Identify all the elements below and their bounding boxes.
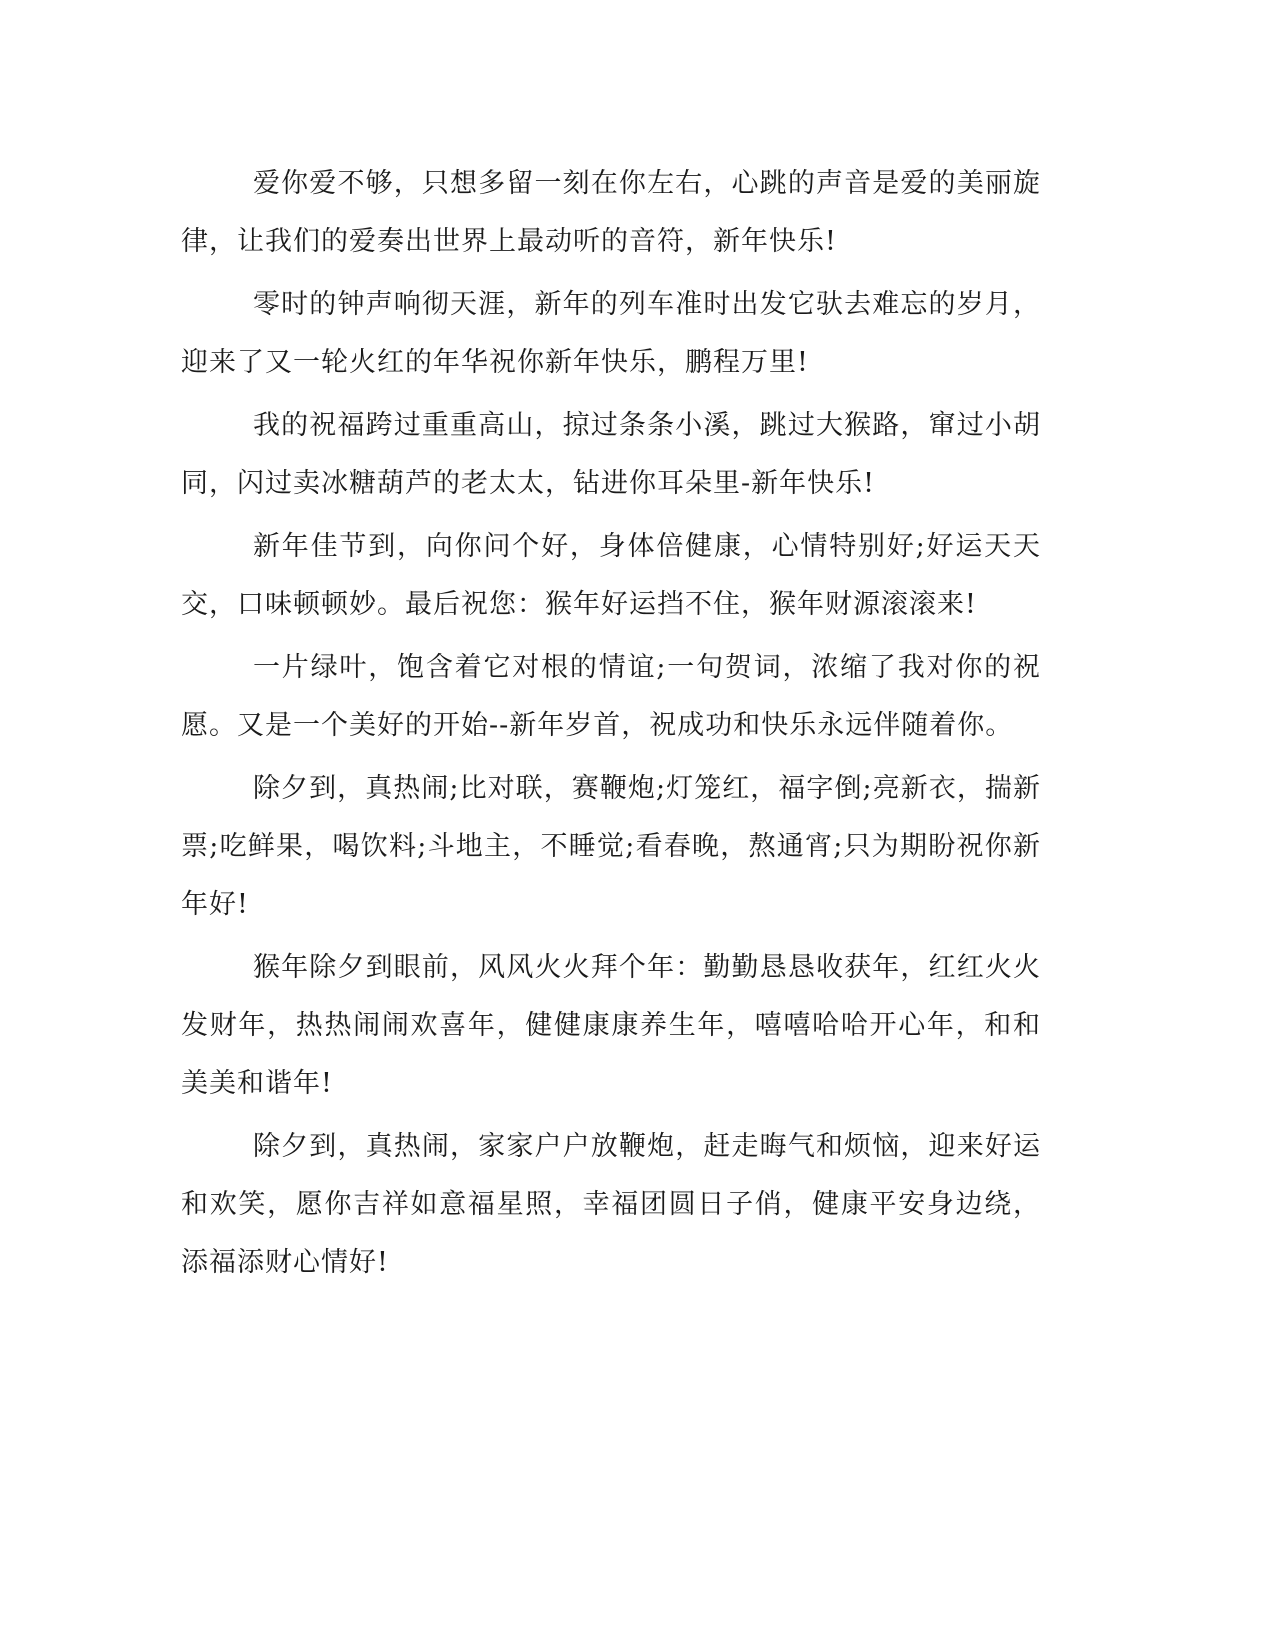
paragraph-6: 除夕到，真热闹;比对联，赛鞭炮;灯笼红，福字倒;亮新衣，揣新票;吃鲜果，喝饮料;斗地主，不睡觉;看春晚，熬通宵;只为期盼祝你新年好!: [181, 773, 1041, 920]
paragraph-7: 猴年除夕到眼前，风风火火拜个年：勤勤恳恳收获年，红红火火发财年，热热闹闹欢喜年，健健康康养生年，嘻嘻哈哈开心年，和和美美和谐年!: [181, 952, 1041, 1099]
paragraph-8: 除夕到，真热闹，家家户户放鞭炮，赶走晦气和烦恼，迎来好运和欢笑，愿你吉祥如意福星照，幸福团圆日子俏，健康平安身边绕，添福添财心情好!: [181, 1131, 1041, 1278]
paragraph-2: 零时的钟声响彻天涯，新年的列车准时出发它驮去难忘的岁月，迎来了又一轮火红的年华祝你新年快乐，鹏程万里!: [181, 289, 1041, 378]
paragraph-1: 爱你爱不够，只想多留一刻在你左右，心跳的声音是爱的美丽旋律，让我们的爱奏出世界上最动听的音符，新年快乐!: [181, 168, 1041, 257]
paragraph-4: 新年佳节到，向你问个好，身体倍健康，心情特别好;好运天天交，口味顿顿妙。最后祝您：猴年好运挡不住，猴年财源滚滚来!: [181, 531, 1041, 620]
document-body: [181, 155, 1041, 1297]
paragraph-5: 一片绿叶，饱含着它对根的情谊;一句贺词，浓缩了我对你的祝愿。又是一个美好的开始--新年岁首，祝成功和快乐永远伴随着你。: [181, 652, 1041, 741]
paragraph-3: 我的祝福跨过重重高山，掠过条条小溪，跳过大猴路，窜过小胡同，闪过卖冰糖葫芦的老太太，钻进你耳朵里-新年快乐!: [181, 410, 1041, 499]
